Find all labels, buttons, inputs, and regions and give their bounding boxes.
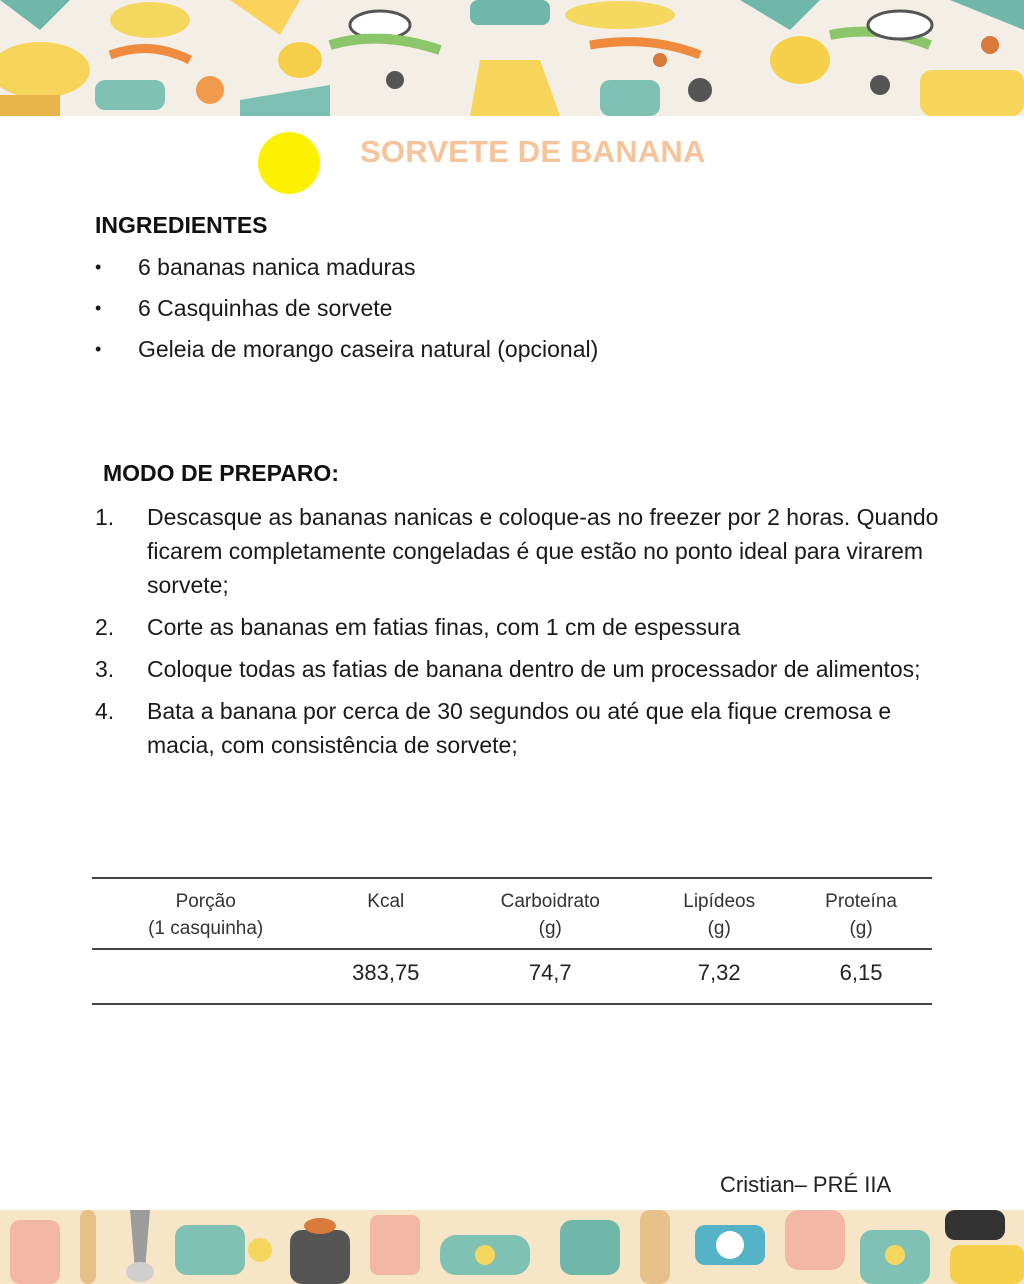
step-text: Corte as bananas em fatias finas, com 1 cm de espessura bbox=[147, 614, 741, 640]
kitchen-pattern-header bbox=[0, 0, 1024, 116]
table-cell: 7,32 bbox=[697, 960, 741, 985]
step-number: 3. bbox=[95, 656, 115, 682]
preparation-steps bbox=[95, 500, 945, 770]
table-header: Proteína (g) bbox=[790, 878, 932, 949]
step-text: Descasque as bananas nanicas e coloque-as no freezer por 2 horas. Quando ficarem completamente congeladas é que estão no ponto ideal para virarem sorvete; bbox=[147, 504, 939, 598]
step-number: 1. bbox=[95, 504, 115, 530]
ingredients-heading: INGREDIENTES bbox=[95, 212, 268, 238]
table-cell: 6,15 bbox=[839, 960, 883, 985]
step-number: 4. bbox=[95, 698, 115, 724]
kitchen-pattern-footer bbox=[0, 1210, 1024, 1284]
ingredient-text: 6 bananas nanica maduras bbox=[138, 254, 416, 280]
table-header: Lipídeos (g) bbox=[648, 878, 790, 949]
table-cell: 74,7 bbox=[528, 960, 572, 985]
preparation-heading: MODO DE PREPARO: bbox=[103, 460, 339, 486]
ingredients-list bbox=[95, 252, 598, 375]
nutrition-table bbox=[92, 877, 932, 1005]
list-item bbox=[95, 610, 945, 644]
step-number: 2. bbox=[95, 614, 115, 640]
list-item bbox=[95, 293, 598, 334]
list-item bbox=[95, 334, 598, 375]
table-cell: 383,75 bbox=[352, 960, 420, 985]
table-header: Carboidrato (g) bbox=[452, 878, 648, 949]
nutrition-table-container bbox=[92, 877, 932, 1005]
table-header: Kcal bbox=[319, 878, 452, 949]
bullet-icon: • bbox=[95, 298, 102, 318]
table-header: Porção (1 casquinha) bbox=[92, 878, 319, 949]
ingredient-text: Geleia de morango caseira natural (opcional) bbox=[138, 336, 599, 362]
list-item bbox=[95, 652, 945, 686]
bullet-icon: • bbox=[95, 257, 102, 277]
table-header-row bbox=[92, 878, 932, 949]
table-row bbox=[92, 949, 932, 1004]
list-item bbox=[95, 694, 945, 762]
bullet-icon: • bbox=[95, 339, 102, 359]
list-item bbox=[95, 500, 945, 602]
step-text: Coloque todas as fatias de banana dentro de um processador de alimentos; bbox=[147, 656, 921, 682]
yellow-sun-circle bbox=[258, 132, 320, 194]
step-text: Bata a banana por cerca de 30 segundos ou até que ela fique cremosa e macia, com consistência de sorvete; bbox=[147, 698, 892, 758]
list-item bbox=[95, 252, 598, 293]
table-cell bbox=[92, 949, 319, 1004]
recipe-title: SORVETE DE BANANA bbox=[360, 134, 706, 169]
author-credit: Cristian– PRÉ IIA bbox=[720, 1172, 892, 1197]
ingredient-text: 6 Casquinhas de sorvete bbox=[138, 295, 393, 321]
